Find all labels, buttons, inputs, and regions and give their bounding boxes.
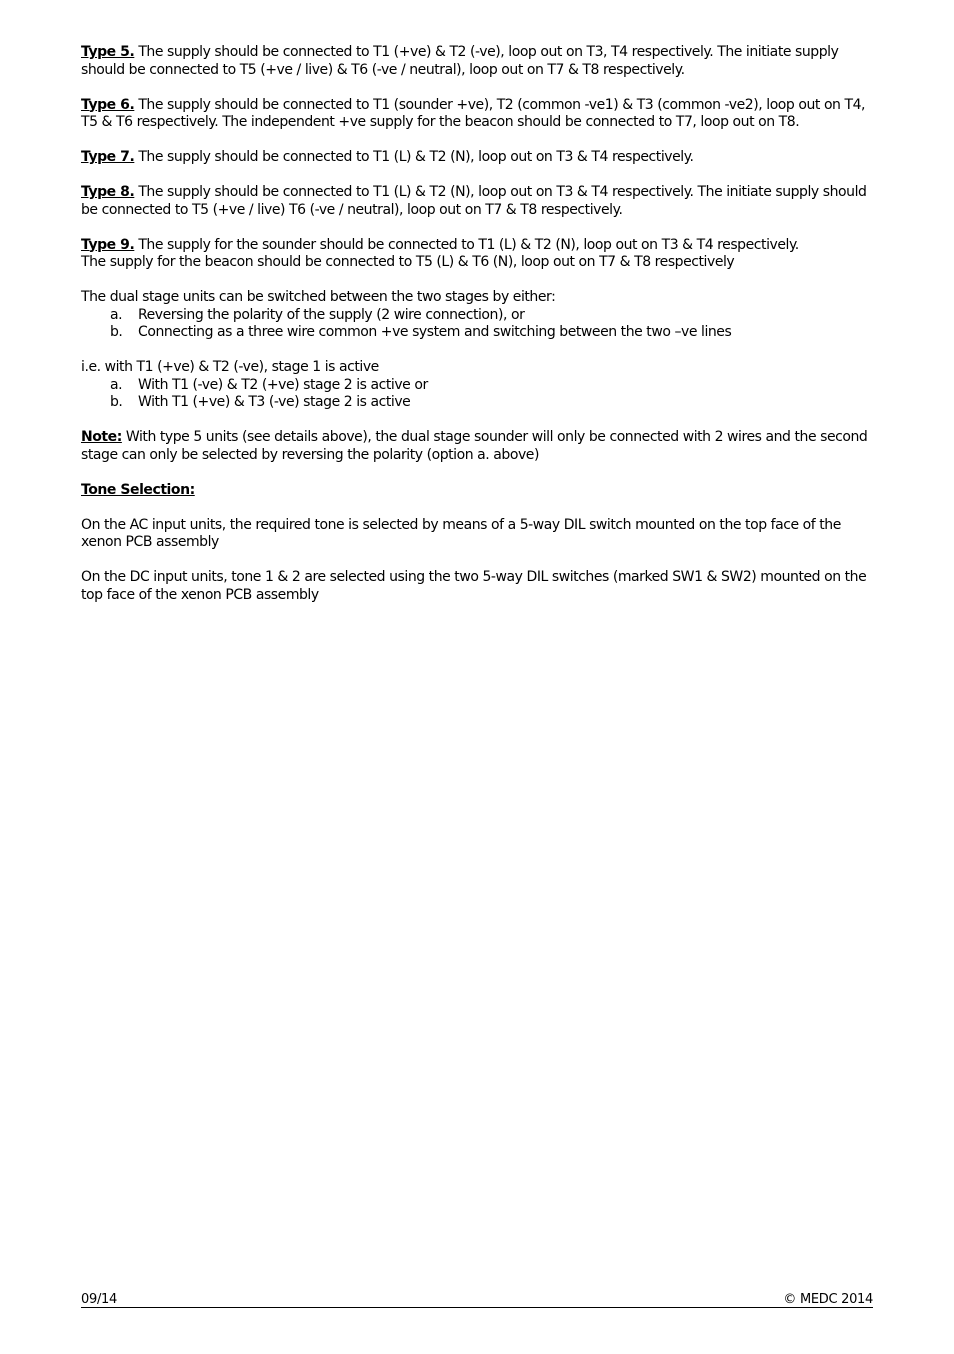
type-7-label: Type 7.	[81, 149, 135, 165]
example-list	[81, 377, 881, 412]
type-6-text: The supply should be connected to T1 (sounder +ve), T2 (common -ve1) & T3 (common -ve2), loop out on T4, T5 & T6 respectively. The independent +ve supply for the beacon should be connected to T7, loop out on T8.	[81, 96, 866, 130]
list-marker: a.	[110, 376, 123, 393]
note-label: Note:	[81, 429, 122, 445]
type-8-paragraph	[81, 184, 881, 219]
list-item	[81, 307, 881, 325]
example-intro: i.e. with T1 (+ve) & T2 (-ve), stage 1 is active	[81, 359, 379, 375]
type-9-text-line-2: The supply for the beacon should be connected to T5 (L) & T6 (N), loop out on T7 & T8 respectively	[81, 254, 735, 270]
list-item-text: With T1 (-ve) & T2 (+ve) stage 2 is active or	[138, 376, 428, 393]
tone-selection-heading	[81, 482, 881, 500]
dual-stage-section	[81, 289, 881, 342]
type-6-label: Type 6.	[81, 96, 135, 113]
tone-selection-heading-text: Tone Selection:	[81, 481, 195, 498]
list-marker: b.	[110, 394, 123, 410]
type-9-paragraph	[81, 237, 881, 272]
type-5-paragraph	[81, 44, 881, 79]
type-5-text: The supply should be connected to T1 (+ve) & T2 (-ve), loop out on T3, T4 respectively. The initiate supply should be connected to T5 (+ve / live) & T6 (-ve / neutral), loop out on T7 & T8 respectively.	[81, 44, 839, 78]
list-marker: a.	[110, 306, 123, 323]
document-body	[81, 44, 881, 604]
list-item	[81, 394, 881, 412]
list-item-text: Reversing the polarity of the supply (2 wire connection), or	[138, 306, 525, 323]
note-paragraph	[81, 429, 881, 464]
footer-copyright: © MEDC 2014	[783, 1292, 873, 1307]
list-item-text: Connecting as a three wire common +ve system and switching between the two –ve lines	[138, 324, 732, 340]
list-item	[81, 324, 881, 342]
type-9-text: The supply for the sounder should be connected to T1 (L) & T2 (N), loop out on T3 & T4 respectively.	[134, 236, 799, 253]
dual-stage-intro: The dual stage units can be switched between the two stages by either:	[81, 289, 556, 305]
type-8-text: The supply should be connected to T1 (L) & T2 (N), loop out on T3 & T4 respectively. The initiate supply should be connected to T5 (+ve / live) T6 (-ve / neutral), loop out on T7 & T8 respectively.	[81, 184, 867, 218]
type-7-paragraph	[81, 149, 881, 167]
type-9-label: Type 9.	[81, 236, 135, 253]
list-marker: b.	[110, 324, 123, 340]
list-item	[81, 377, 881, 395]
type-7-text: The supply should be connected to T1 (L) & T2 (N), loop out on T3 & T4 respectively.	[134, 149, 694, 165]
note-text: With type 5 units (see details above), the dual stage sounder will only be connected with 2 wires and the second stage can only be selected by reversing the polarity (option a. above)	[81, 429, 868, 463]
list-item-text: With T1 (+ve) & T3 (-ve) stage 2 is active	[138, 394, 411, 410]
type-5-label: Type 5.	[81, 44, 135, 60]
tone-selection-dc-paragraph: On the DC input units, tone 1 & 2 are selected using the two 5-way DIL switches (marked SW1 & SW2) mounted on the top face of the xenon PCB assembly	[81, 569, 867, 603]
type-8-label: Type 8.	[81, 184, 135, 200]
footer-date: 09/14	[81, 1292, 117, 1307]
example-section	[81, 359, 881, 412]
footer-divider	[81, 1307, 873, 1308]
dual-stage-list	[81, 307, 881, 342]
type-6-paragraph	[81, 97, 881, 132]
tone-selection-ac-paragraph: On the AC input units, the required tone is selected by means of a 5-way DIL switch mounted on the top face of the xenon PCB assembly	[81, 516, 841, 550]
